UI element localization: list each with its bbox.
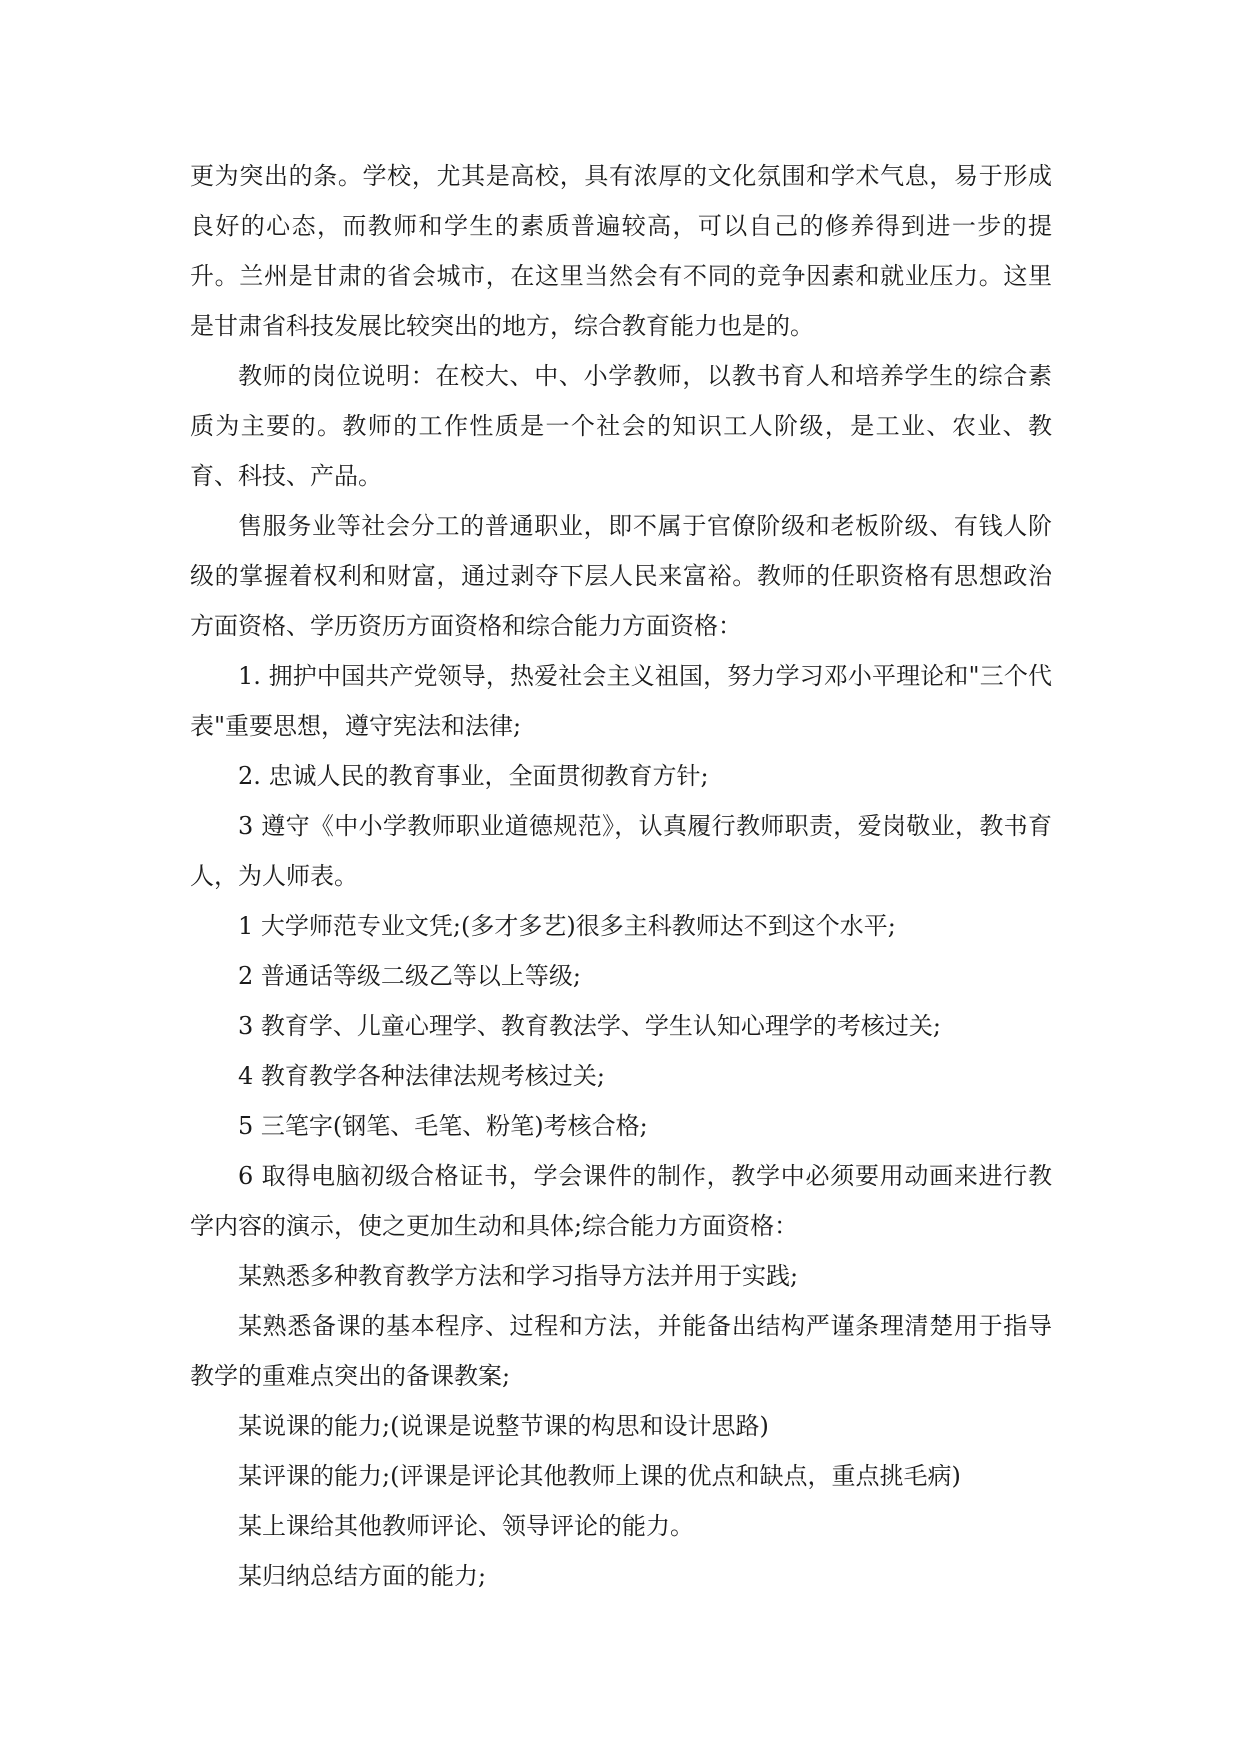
- paragraph: 某评课的能力;(评课是评论其他教师上课的优点和缺点，重点挑毛病): [238, 1462, 961, 1490]
- paragraph: 更为突出的条。学校，尤其是高校，具有浓厚的文化氛围和学术气息，易于形成良好的心态，而教师和学生的素质普遍较高，可以自己的修养得到进一步的提升。兰州是甘肃的省会城市，在这里当然会有不同的竞争因素和就业压力。这里是甘肃省科技发展比较突出的地方，综合教育能力也是的。: [190, 162, 1052, 340]
- paragraph: 5 三笔字(钢笔、毛笔、粉笔)考核合格;: [238, 1112, 648, 1140]
- document-body: [190, 151, 1052, 1601]
- paragraph: 某上课给其他教师评论、领导评论的能力。: [238, 1512, 694, 1540]
- paragraph: 2 普通话等级二级乙等以上等级;: [238, 962, 581, 990]
- paragraph: 2. 忠诚人民的教育事业，全面贯彻教育方针;: [238, 762, 709, 790]
- paragraph: 3 遵守《中小学教师职业道德规范》，认真履行教师职责，爱岗敬业，教书育人，为人师表。: [190, 812, 1052, 890]
- paragraph: 4 教育教学各种法律法规考核过关;: [238, 1062, 605, 1090]
- paragraph: 某熟悉备课的基本程序、过程和方法，并能备出结构严谨条理清楚用于指导教学的重难点突出的备课教案;: [190, 1312, 1052, 1390]
- paragraph: 某归纳总结方面的能力;: [238, 1562, 487, 1590]
- paragraph: 1. 拥护中国共产党领导，热爱社会主义祖国，努力学习邓小平理论和"三个代表"重要思想，遵守宪法和法律;: [190, 662, 1052, 740]
- paragraph: 某熟悉多种教育教学方法和学习指导方法并用于实践;: [238, 1262, 799, 1290]
- paragraph: 3 教育学、儿童心理学、教育教法学、学生认知心理学的考核过关;: [238, 1012, 941, 1040]
- paragraph: 售服务业等社会分工的普通职业，即不属于官僚阶级和老板阶级、有钱人阶级的掌握着权利和财富，通过剥夺下层人民来富裕。教师的任职资格有思想政治方面资格、学历资历方面资格和综合能力方面资格：: [190, 512, 1052, 640]
- paragraph: 某说课的能力;(说课是说整节课的构思和设计思路): [238, 1412, 769, 1440]
- paragraph: 1 大学师范专业文凭;(多才多艺)很多主科教师达不到这个水平;: [238, 912, 896, 940]
- paragraph: 教师的岗位说明：在校大、中、小学教师，以教书育人和培养学生的综合素质为主要的。教师的工作性质是一个社会的知识工人阶级，是工业、农业、教育、科技、产品。: [190, 362, 1052, 490]
- paragraph: 6 取得电脑初级合格证书，学会课件的制作，教学中必须要用动画来进行教学内容的演示，使之更加生动和具体;综合能力方面资格：: [190, 1162, 1052, 1240]
